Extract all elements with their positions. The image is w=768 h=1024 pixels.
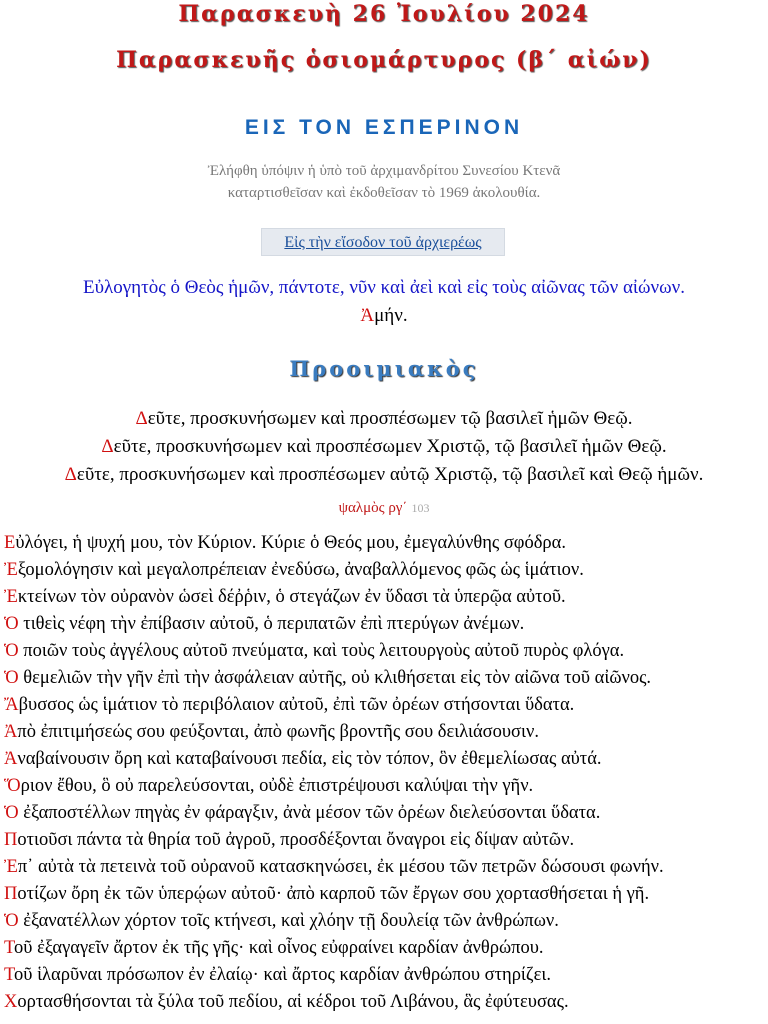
- verse-initial: Τ: [4, 965, 15, 985]
- verse-text: βυσσος ὡς ἱμάτιον τὸ περιβόλαιον αὐτοῦ, ἐπὶ τῶν ὀρέων στήσονται ὕδατα.: [18, 695, 575, 715]
- verse-text: ναβαίνουσιν ὄρη καὶ καταβαίνουσι πεδία, εἰς τὸν τόπον, ὃν ἐθεμελίωσας αὐτά.: [17, 749, 602, 769]
- psalm-verse: [4, 827, 764, 853]
- verse-text: π᾽ αὐτὰ τὰ πετεινὰ τοῦ οὐρανοῦ κατασκηνώσει, ἐκ μέσου τῶν πετρῶν δώσουσι φωνήν.: [17, 857, 664, 877]
- verse-text: ριον ἔθου, ὃ οὐ παρελεύσονται, οὐδὲ ἐπιστρέψουσι καλύψαι τὴν γῆν.: [20, 776, 534, 796]
- verse-initial: Ἐ: [4, 560, 18, 580]
- invitatory-initial: Δ: [101, 436, 114, 457]
- verse-text: ορτασθήσονται τὰ ξύλα τοῦ πεδίου, αἱ κέδροι τοῦ Λιβάνου, ἃς ἐφύτευσας.: [17, 992, 569, 1012]
- psalm-number: 103: [411, 501, 430, 515]
- psalm-verse: [4, 530, 764, 556]
- verse-initial: Ὁ: [4, 641, 19, 661]
- psalm-verse: [4, 557, 764, 583]
- service-title: ΕΙΣ ΤΟΝ ΕΣΠΕΡΙΝΟΝ: [244, 116, 524, 139]
- psalm-verse: [4, 800, 764, 826]
- verse-initial: Ἐ: [4, 587, 18, 607]
- verse-text: οτιοῦσι πάντα τὰ θηρία τοῦ ἀγροῦ, προσδέξονται ὄναγροι εἰς δίψαν αὐτῶν.: [17, 830, 575, 850]
- verse-initial: Ὁ: [4, 668, 19, 688]
- invitatory-initial: Δ: [64, 464, 77, 485]
- verse-initial: Ὁ: [4, 911, 19, 931]
- date-title: Παρασκευὴ 26 Ἰουλίου 2024: [178, 1, 590, 27]
- invitatory-text: εῦτε, προσκυνήσωμεν καὶ προσπέσωμεν Χριστῷ, τῷ βασιλεῖ ἡμῶν Θεῷ.: [113, 436, 667, 457]
- blessing-line: [0, 274, 768, 302]
- verse-text: ξομολόγησιν καὶ μεγαλοπρέπειαν ἐνεδύσω, ἀναβαλλόμενος φῶς ὡς ἱμάτιον.: [17, 560, 584, 580]
- verse-initial: Ἄ: [4, 695, 19, 715]
- verse-text: θεμελιῶν τὴν γῆν ἐπὶ τὴν ἀσφάλειαν αὐτῆς, οὐ κλιθήσεται εἰς τὸν αἰῶνα τοῦ αἰῶνος.: [18, 668, 652, 688]
- source-note: [0, 160, 768, 204]
- verse-initial: Χ: [4, 992, 18, 1012]
- invitatory-text: εῦτε, προσκυνήσωμεν καὶ προσπέσωμεν αὐτῷ Χριστῷ, τῷ βασιλεῖ καὶ Θεῷ ἡμῶν.: [76, 464, 704, 485]
- invitatory-line: [0, 433, 768, 461]
- invitatory-line: [0, 461, 768, 489]
- verse-text: ποιῶν τοὺς ἀγγέλους αὐτοῦ πνεύματα, καὶ τοὺς λειτουργοὺς αὐτοῦ πυρὸς φλόγα.: [18, 641, 625, 661]
- verse-initial: Ὁ: [4, 803, 19, 823]
- psalm-verse: [4, 665, 764, 691]
- verse-text: οῦ ἐξαγαγεῖν ἄρτον ἐκ τῆς γῆς· καὶ οἶνος εὐφραίνει καρδίαν ἀνθρώπου.: [14, 938, 544, 958]
- verse-initial: Π: [4, 830, 18, 850]
- bishop-entrance-link[interactable]: Εἰς τὴν εἴσοδον τοῦ ἀρχιερέως: [261, 228, 505, 256]
- psalm-verse: [4, 746, 764, 772]
- verse-initial: Ε: [4, 533, 16, 553]
- invitatory-initial: Δ: [135, 408, 148, 429]
- amen-rest: μήν.: [374, 305, 408, 326]
- verse-initial: Τ: [4, 938, 15, 958]
- verse-text: τιθεὶς νέφη τὴν ἐπίβασιν αὐτοῦ, ὁ περιπατῶν ἐπὶ πτερύγων ἀνέμων.: [18, 614, 525, 634]
- psalm-verse: [4, 584, 764, 610]
- verse-initial: Ἐ: [4, 857, 18, 877]
- psalm-verse: [4, 611, 764, 637]
- psalm-verse: [4, 881, 764, 907]
- verse-initial: Ὁ: [4, 614, 19, 634]
- amen-line: [0, 302, 768, 330]
- verse-initial: Ἀ: [4, 749, 18, 769]
- psalm-verse: [4, 719, 764, 745]
- psalm-verse: [4, 692, 764, 718]
- blessing-text: Εὐλογητὸς ὁ Θεὸς ἡμῶν, πάντοτε, νῦν καὶ ἀεὶ καὶ εἰς τοὺς αἰῶνας τῶν αἰώνων.: [83, 277, 685, 298]
- source-note-line1: Ἐλήφθη ὑπόψιν ἡ ὑπὸ τοῦ ἀρχιμανδρίτου Συνεσίου Κτενᾶ: [207, 163, 561, 179]
- verse-initial: Ὅ: [4, 776, 21, 796]
- psalm-verse: [4, 773, 764, 799]
- verse-initial: Ἀ: [4, 722, 18, 742]
- invitatory-text: εῦτε, προσκυνήσωμεν καὶ προσπέσωμεν τῷ βασιλεῖ ἡμῶν Θεῷ.: [147, 408, 633, 429]
- section-heading: Προοιμιακὸς: [289, 356, 479, 381]
- verse-text: ἐξαποστέλλων πηγὰς ἐν φάραγξιν, ἀνὰ μέσον τῶν ὀρέων διελεύσονται ὕδατα.: [18, 803, 601, 823]
- psalm-verse: [4, 638, 764, 664]
- verse-text: οῦ ἱλαρῦναι πρόσωπον ἐν ἐλαίῳ· καὶ ἄρτος καρδίαν ἀνθρώπου στηρίζει.: [14, 965, 551, 985]
- psalm-title: ψαλμὸς ργ΄: [338, 500, 408, 516]
- amen-initial: Ἀ: [360, 305, 375, 326]
- verse-text: ὐλόγει, ἡ ψυχή μου, τὸν Κύριον. Κύριε ὁ Θεός μου, ἐμεγαλύνθης σφόδρα.: [15, 533, 566, 553]
- invitatory-line: [0, 405, 768, 433]
- verse-text: πὸ ἐπιτιμήσεώς σου φεύξονται, ἀπὸ φωνῆς βροντῆς σου δειλιάσουσιν.: [17, 722, 539, 742]
- psalm-verse: [4, 908, 764, 934]
- source-note-line2: καταρτισθεῖσαν καὶ ἐκδοθεῖσαν τὸ 1969 ἀκολουθία.: [227, 185, 541, 201]
- verse-text: οτίζων ὄρη ἐκ τῶν ὑπερῴων αὐτοῦ· ἀπὸ καρποῦ τῶν ἔργων σου χορτασθήσεται ἡ γῆ.: [17, 884, 650, 904]
- psalm-verse: [4, 854, 764, 880]
- verse-text: ἐξανατέλλων χόρτον τοῖς κτήνεσι, καὶ χλόην τῇ δουλείᾳ τῶν ἀνθρώπων.: [18, 911, 559, 931]
- psalm-label: [0, 497, 768, 519]
- psalm-verse: [4, 989, 764, 1015]
- verse-text: κτείνων τὸν οὐρανὸν ὡσεὶ δέῤῥιν, ὁ στεγάζων ἐν ὕδασι τὰ ὑπερῷα αὐτοῦ.: [17, 587, 566, 607]
- psalm-verse: [4, 962, 764, 988]
- psalm-verse: [4, 935, 764, 961]
- verse-initial: Π: [4, 884, 18, 904]
- feast-title: Παρασκευῆς ὁσιομάρτυρος (β΄ αἰών): [116, 47, 652, 73]
